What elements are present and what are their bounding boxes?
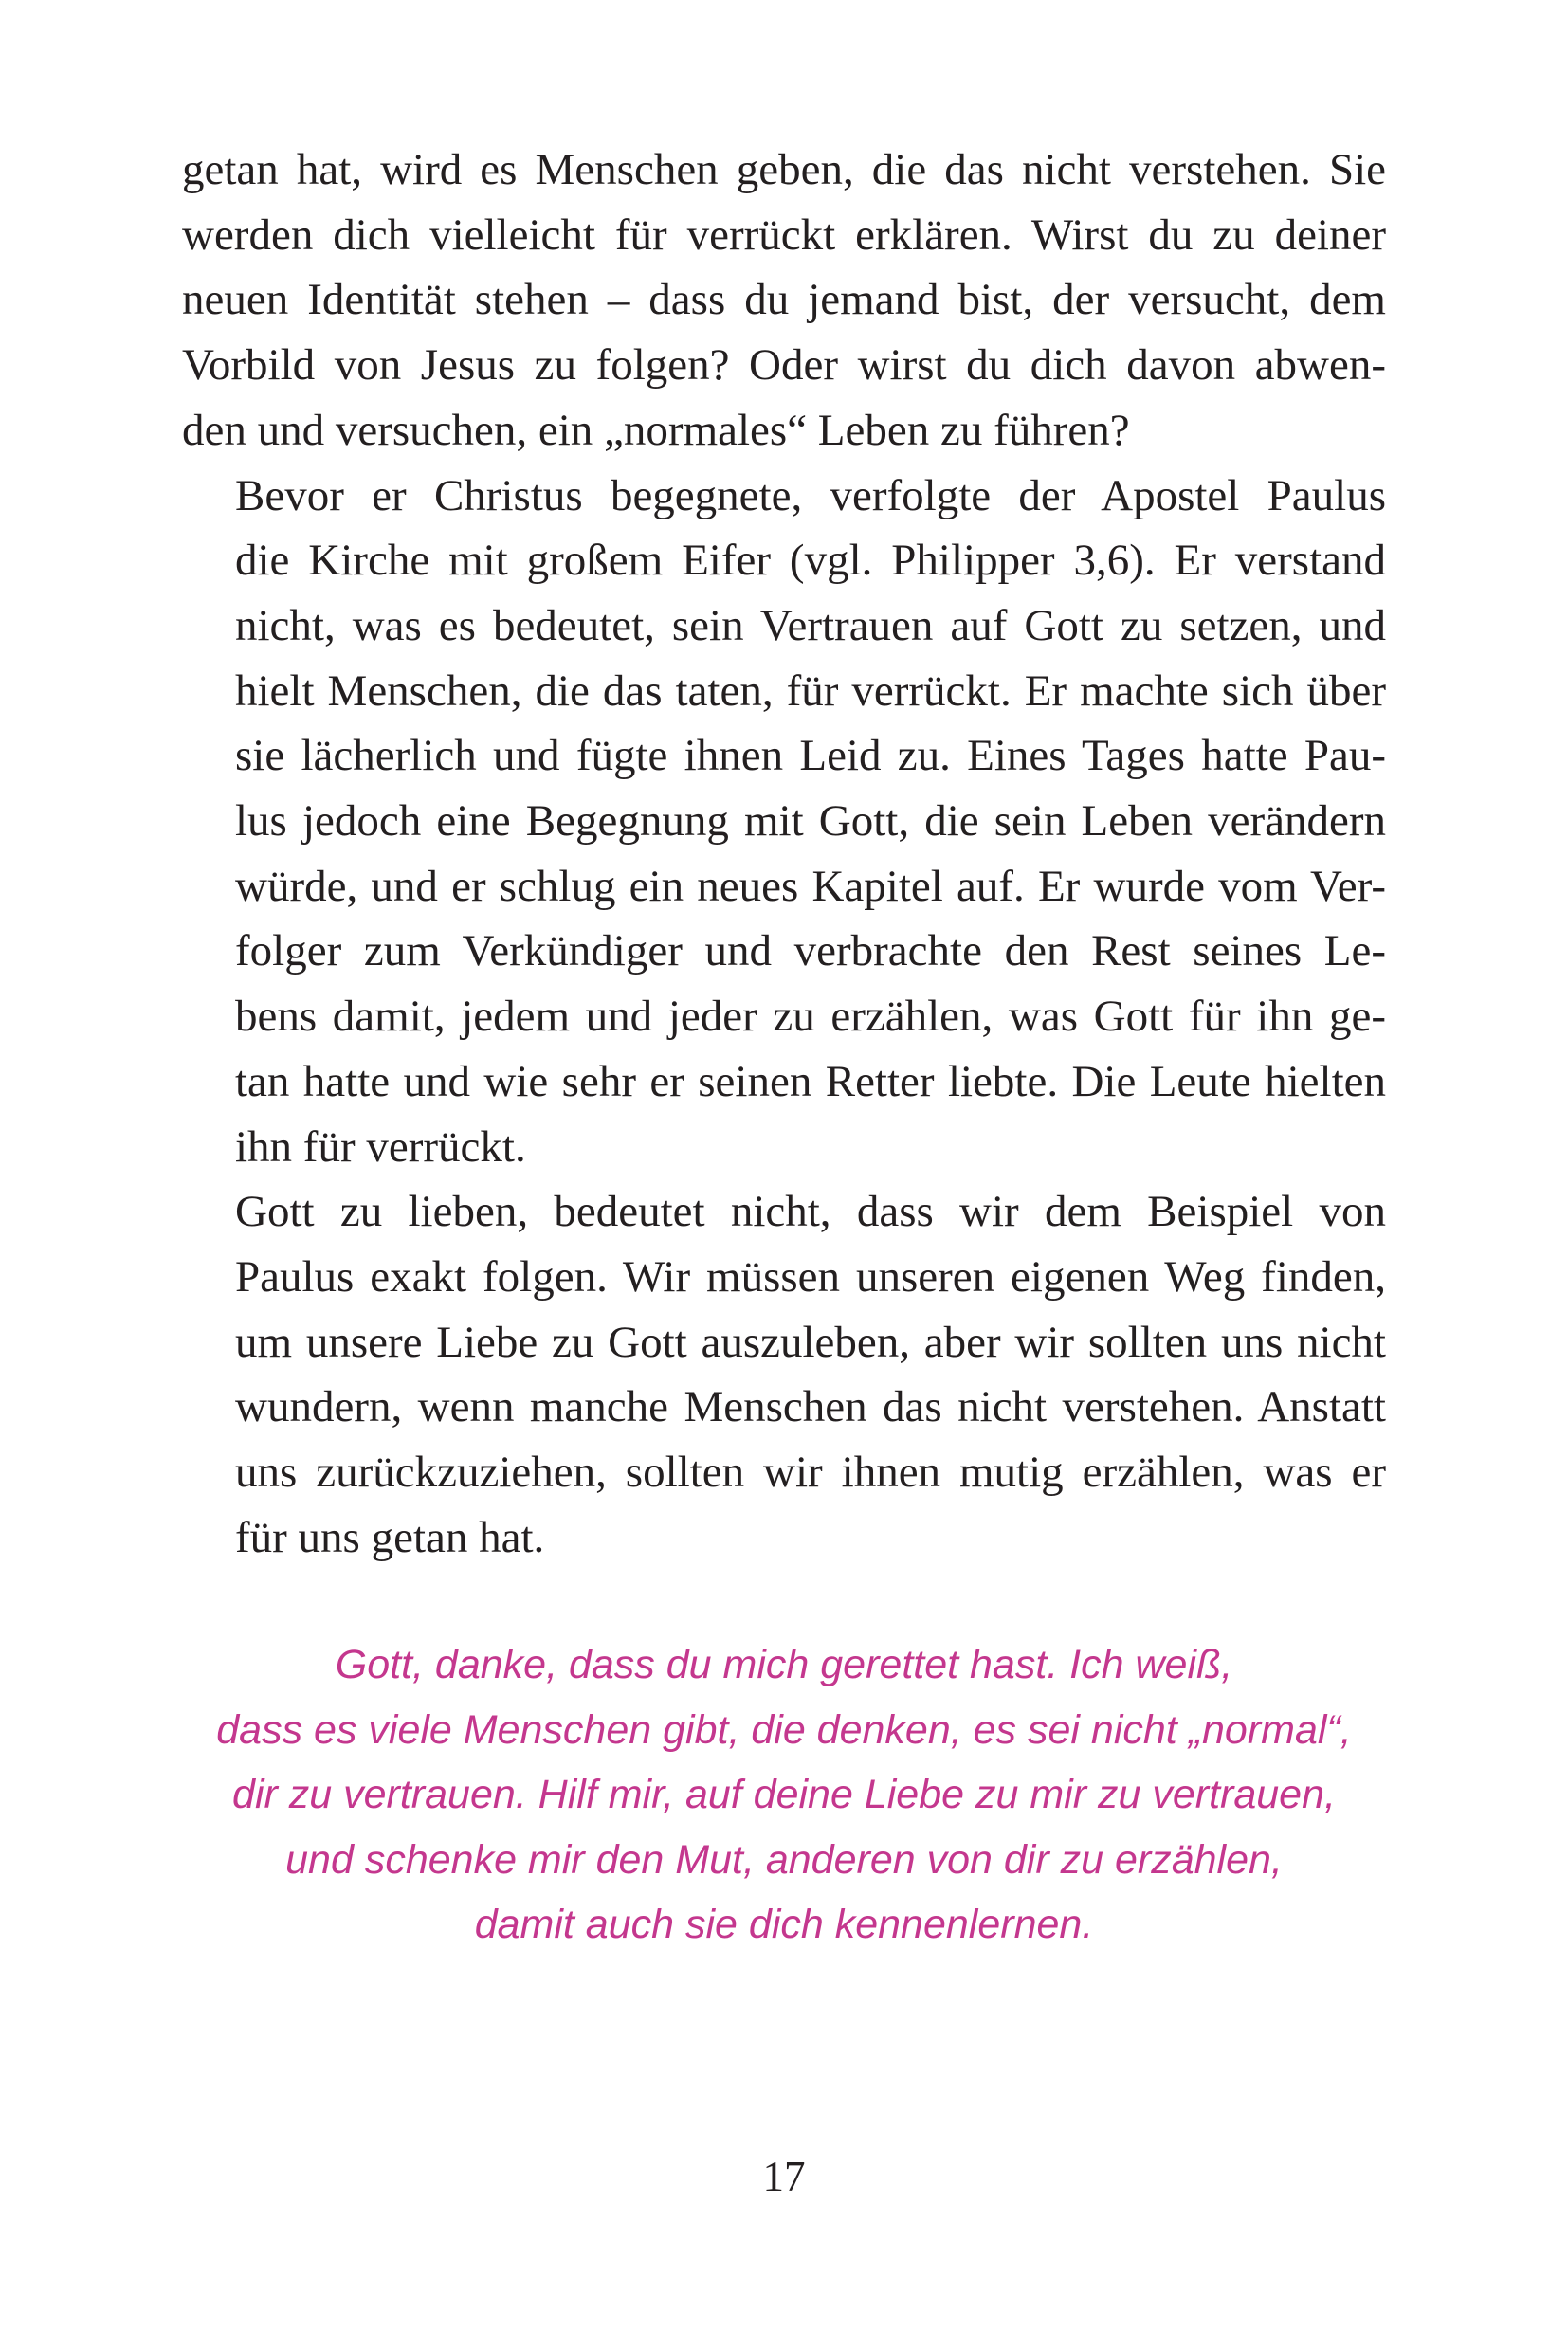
text-line: lus jedoch eine Begegnung mit Gott, die sein Leben verändern — [235, 796, 1386, 847]
text-line: Bevor er Christus begegnete, verfolgte der Apostel Paulus — [235, 470, 1386, 520]
text-line: nicht, was es bedeutet, sein Vertrauen auf Gott zu setzen, und — [235, 600, 1386, 650]
paragraph-1 — [182, 137, 1386, 464]
paragraph-2 — [182, 464, 1386, 1180]
prayer-line: dass es viele Menschen gibt, die denken, es sei nicht „normal“, — [216, 1706, 1352, 1753]
text-line: folger zum Verkündiger und verbrachte den Rest seines Le- — [235, 926, 1386, 976]
text-line: für uns getan hat. — [235, 1512, 545, 1562]
text-line: uns zurückzuziehen, sollten wir ihnen mutig erzählen, was er — [235, 1448, 1386, 1498]
page-number: 17 — [762, 2153, 806, 2200]
text-line: neuen Identität stehen – dass du jemand bist, der versucht, dem — [182, 275, 1386, 325]
text-line: Paulus exakt folgen. Wir müssen unseren eigenen Weg finden, — [235, 1251, 1386, 1302]
text-line: wundern, wenn manche Menschen das nicht verstehen. Anstatt — [235, 1382, 1386, 1432]
text-line: ihn für verrückt. — [235, 1121, 526, 1172]
prayer-line: dir zu vertrauen. Hilf mir, auf deine Liebe zu mir zu vertrauen, — [232, 1772, 1336, 1817]
text-line: hielt Menschen, die das taten, für verrückt. Er machte sich über — [235, 665, 1386, 716]
prayer-line: damit auch sie dich kennenlernen. — [474, 1902, 1094, 1947]
text-line: Vorbild von Jesus zu folgen? Oder wirst du dich davon abwen- — [182, 340, 1386, 391]
text-line: werden dich vielleicht für verrückt erklären. Wirst du zu deiner — [182, 210, 1386, 260]
paragraph-3 — [182, 1179, 1386, 1570]
body-text — [182, 137, 1386, 1570]
text-line: Gott zu lieben, bedeutet nicht, dass wir dem Beispiel von — [235, 1187, 1386, 1237]
text-line: die Kirche mit großem Eifer (vgl. Philipper 3,6). Er verstand — [235, 536, 1386, 586]
prayer-line: Gott, danke, dass du mich gerettet hast. Ich weiß, — [335, 1642, 1233, 1687]
text-line: bens damit, jedem und jeder zu erzählen, was Gott für ihn ge- — [235, 992, 1386, 1042]
text-line: getan hat, wird es Menschen geben, die das nicht verstehen. Sie — [182, 145, 1386, 194]
text-line: sie lächerlich und fügte ihnen Leid zu. Eines Tages hatte Pau- — [235, 731, 1386, 781]
text-line: um unsere Liebe zu Gott auszuleben, aber wir sollten uns nicht — [235, 1317, 1386, 1367]
text-line: würde, und er schlug ein neues Kapitel auf. Er wurde vom Ver- — [235, 861, 1386, 911]
text-line: tan hatte und wie sehr er seinen Retter liebte. Die Leute hielten — [235, 1056, 1386, 1106]
text-line: den und versuchen, ein „normales“ Leben zu führen? — [182, 405, 1130, 455]
prayer-line: und schenke mir den Mut, anderen von dir zu erzählen, — [285, 1836, 1283, 1883]
prayer-text — [142, 1632, 1426, 1958]
